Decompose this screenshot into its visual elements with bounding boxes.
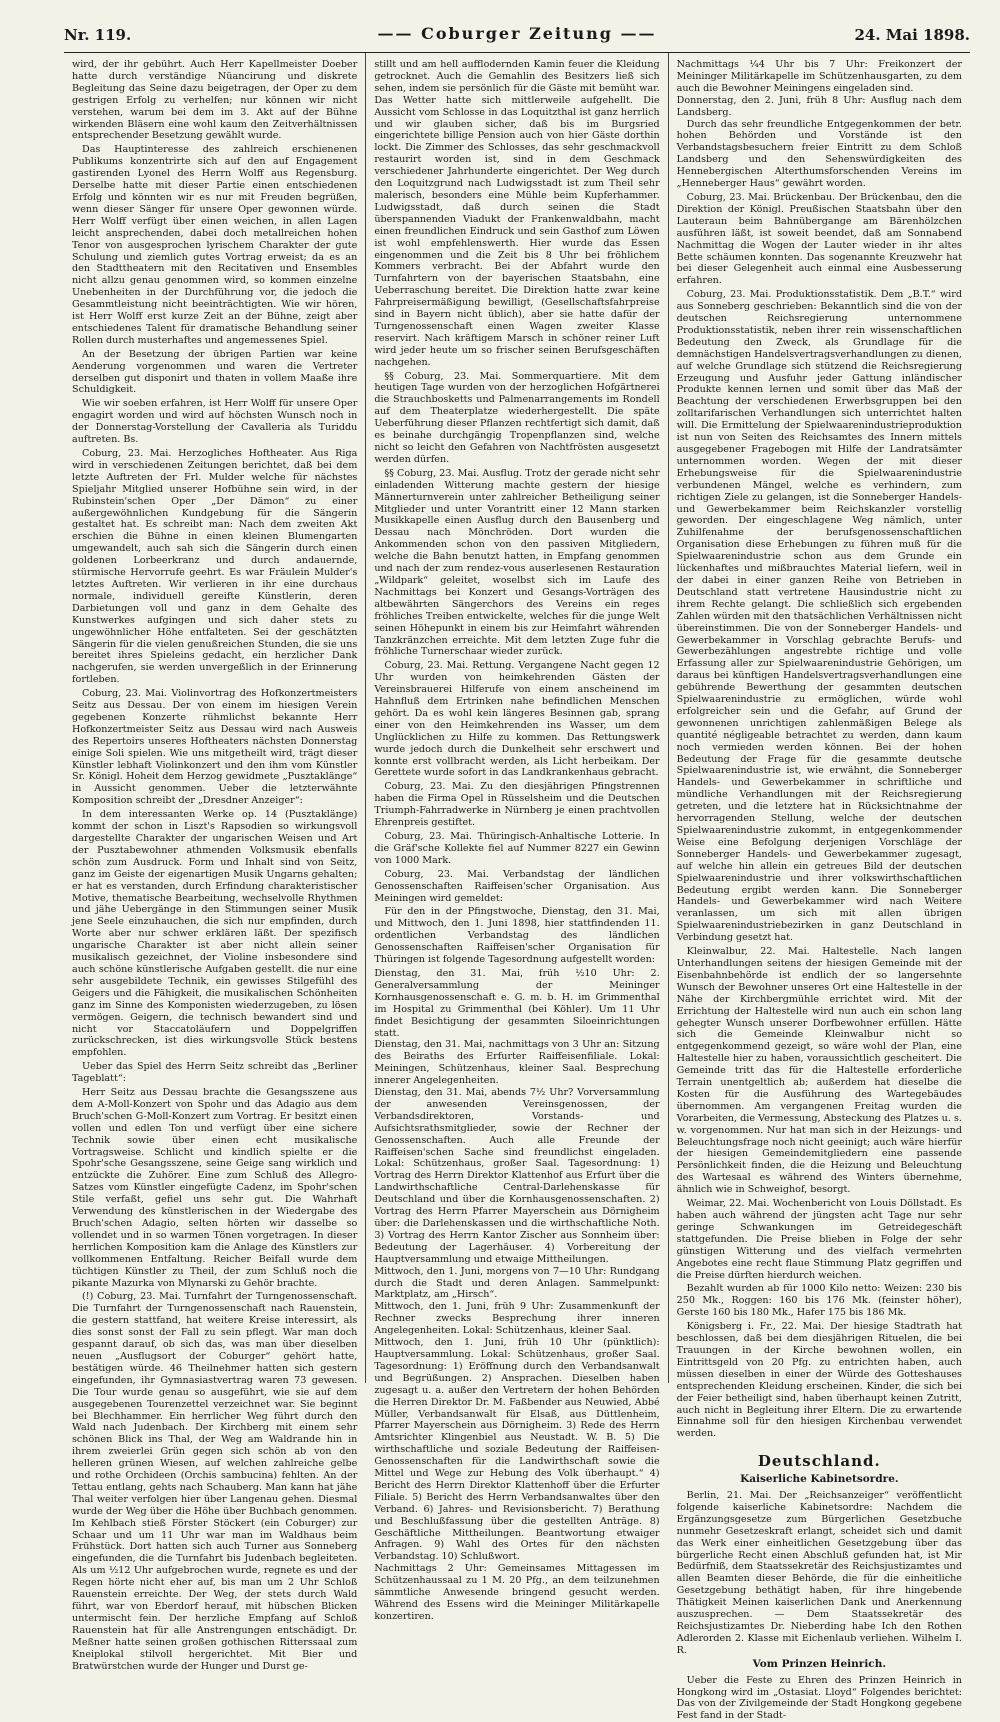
article-paragraph: Coburg, 23. Mai. Thüringisch-Anhaltische Lotterie. In die Gräf'sche Kollekte fiel auf Nummer 8227 ein Gewinn von 1000 Mark. xyxy=(374,831,660,866)
article-paragraph: In dem interessanten Werke op. 14 (Pusztaklänge) kommt der schon in Liszt's Rapsodien so wirkungsvoll dargestellte Charakter der ungarischen Weisen und Art der Pusztabewohner athmenden Volksmusik ebenfalls schön zum Ausdruck. Form und Inhalt sind von Seitz, ganz im Geiste der eigenartigen Musik Ungarns gehalten; er hat es verstanden, durch Erfindung charakteristischer Motive, thematische Bearbeitung, wechselvolle Rhythmen und jähe Uebergänge in den Stimmungen seiner Musik jene Seele einzuhauchen, die sich nur empfinden, durch Worte aber nur schwer erklären läßt. Der spezifisch ungarische Charakter ist aber nicht allein seiner musikalisch gezeichnet, der Violine insbesondere sind auch schöne künstlerische Aufgaben gestellt. die nur eine sehr ausgebildete Technik, ein gewisses Stilgefühl des Geigers und die Fähigkeit, die musikalischen Schönheiten ganz im Sinne des Komponisten wiederzugeben, zu lösen vermögen. Geigern, die technisch bewandert sind und nicht vor Staccatoläufern und Doppelgriffen zurückschrecken, ist dies wirkungsvolle Stück bestens empfohlen. xyxy=(72,809,358,1059)
article-paragraph: Coburg, 23. Mai. Violinvortrag des Hofkonzertmeisters Seitz aus Dessau. Der von einem im hiesigen Verein gegebenen Konzerte rühmlichst bekannte Herr Hofkonzertmeister Seitz aus Dessau wird nach Ausweis des Repertoirs unseres Hoftheaters nächsten Donnerstag einige Soli spielen. Wie uns mitgetheilt wird, trägt dieser Künstler lebhaft Violinkonzert und den ihm vom Künstler Sr. Königl. Hoheit dem Herzog gewidmete „Pusztaklänge“ in Aussicht genommen. Ueber die letzterwähnte Komposition schreibt der „Dresdner Anzeiger“: xyxy=(72,688,358,807)
article-paragraph: Coburg, 23. Mai. Zu den diesjährigen Pfingstrennen haben die Firma Opel in Rüsselsheim und die Deutschen Triumph-Fahrradwerke in Nürnberg je einen prachtvollen Ehrenpreis gestiftet. xyxy=(374,781,660,829)
article-paragraph: Dienstag, den 31. Mai, früh ½10 Uhr: 2. Generalversammlung der Meininger Kornhausgenossenschaft e. G. m. b. H. im Grimmenthal im Hospital zu Grimmenthal (bei Köhler). Um 11 Uhr findet Besichtigung der gesammten Siloeinrichtungen statt. xyxy=(374,967,660,1039)
article-columns xyxy=(64,53,970,1722)
article-paragraph: Mittwoch, den 1. Juni, früh 9 Uhr: Zusammenkunft der Rechner zwecks Besprechung ihrer inneren Angelegenheiten. Lokal: Schützenhaus, kleiner Saal. xyxy=(374,1301,660,1337)
article-paragraph: Coburg, 23. Mai. Rettung. Vergangene Nacht gegen 12 Uhr wurden von heimkehrenden Gästen der Vereinsbrauerei Hilferufe von einem anscheinend im Hahnfluß dem Ertrinken nahe befindlichen Menschen gehört. Da es wohl kein längeres Besinnen gab, sprang einer von den Heimkehrenden ins Wasser, um dem Unglücklichen zu Hilfe zu kommen. Das Rettungswerk wurde jedoch durch die Dunkelheit sehr erschwert und konnte erst vollbracht werden, als Licht herbeikam. Der Gerettete wurde sofort in das Landkrankenhaus gebracht. xyxy=(374,660,660,779)
article-paragraph: Dienstag, den 31. Mai, abends 7½ Uhr? Vorversammlung der anwesenden Vereinsgenossen, der Verbandsdirektoren, Vorstands- und Aufsichtsrathsmitglieder, sowie der Rechner der Genossenschaften. Auch alle Freunde der Raiffeisen'schen Sache sind freundlichst eingeladen. Lokal: Schützenhaus, großer Saal. Tagesordnung: 1) Vortrag des Herrn Direktor Klattenhof aus Erfurt über die Landwirthschaftliche Central-Darlehenskasse für Deutschland und über die Kornhausgenossenschaften. 2) Vortrag des Herrn Pfarrer Mayerschein aus Dörnigheim über: die Darlehenskassen und die wirthschaftliche Noth. 3) Vortrag des Herrn Kantor Zischer aus Sonnheim über: Bedeutung der Lagerhäuser. 4) Vorbereitung der Hauptversammlung und etwaige Mittheilungen. xyxy=(374,1087,660,1265)
article-paragraph: Für den in der Pfingstwoche, Dienstag, den 31. Mai, und Mittwoch, den 1. Juni 1898, hier stattfindenden 11. ordentlichen Verbandstag des ländlichen Genossenschaften Raiffeisen'scher Organisation für Thüringen ist folgende Tagesordnung aufgestellt worden: xyxy=(374,906,660,966)
page-header xyxy=(64,18,970,53)
article-paragraph: Kleinwalbur, 22. Mai. Haltestelle. Nach langen Unterhandlungen seitens der hiesigen Gemeinde mit der Eisenbahnbehörde ist endlich der so langersehnte Wunsch der Bewohner unseres Ort eine Haltestelle in der Nähe der Kirchbergmühle errichtet wird. Mit der Errichtung der Haltestelle wird nun auch ein schon lang gehegter Wunsch unserer Dorfbewohner erfüllen. Hätte sich die Gemeinde Kleinwalbur nicht so entgegenkommend gezeigt, so wäre wohl der Plan, eine Haltestelle hier zu haben, voraussichtlich gescheitert. Die Gemeinde tritt das für die Haltestelle erforderliche Terrain unentgeltlich ab; außerdem hat dieselbe die Kosten für die Ausführung des Wartegebäudes übernommen. Am vergangenen Freitag wurden die Vorarbeiten, die Vermessung, Absteckung des Platzes u. s. w. vorgenommen. Nur hat man sich in der Heizungs- und Beleuchtungsfrage noch nicht geeinigt; auch wäre hierfür der hiesigen Gemeindemitgliedern eine passende Persönlichkeit finden, die die Heizung und Beleuchtung des Wartesaal es während des Winters übernehme, ähnlich wie in Schweighof, besorgt. xyxy=(676,946,962,1196)
article-paragraph: Bezahlt wurden ab für 1000 Kilo netto: Weizen: 230 bis 250 Mk., Roggen: 160 bis 176 Mk. (feinster höher), Gerste 160 bis 180 Mk., Hafer 175 bis 186 Mk. xyxy=(676,1283,962,1319)
article-paragraph: Berlin, 21. Mai. Der „Reichsanzeiger“ veröffentlicht folgende kaiserliche Kabinetsordre: Nachdem die Ergänzungsgesetze zum Bürgerlichen Gesetzbuche nunmehr Gesetzeskraft erlangt, scheidet sich und damit das Werk einer einheitlichen Gesetzgebung über das bürgerliche Recht einen Abschluß gefunden hat, ist Mir Bedürfniß, dem Staatssekretär des Reichsjustizamtes und allen Beamten dieser Behörde, die für die einheitliche Gesetzgebung bethätigt haben, für ihre hingebende Thätigkeit Meinen kaiserlichen Dank und Anerkennung auszusprechen. — Dem Staatssekretär des Reichsjustizamtes Dr. Nieberding habe Ich den Rothen Adlerorden 2. Klasse mit Eichenlaub verliehen. Wilhelm I. R. xyxy=(676,1490,962,1656)
subsection-title-prinz-heinrich: Vom Prinzen Heinrich. xyxy=(752,1657,886,1670)
article-paragraph: Das Hauptinteresse des zahlreich erschienenen Publikums konzentrirte sich auf den auf Engagement gastirenden Lyonel des Herrn Wolff aus Regensburg. Derselbe hatte mit dieser Partie einen entschiedenen Erfolg und könnten wir es nur mit Freuden begrüßen, wenn dieser Sänger für unsere Oper gewonnen würde. Herr Wolff verfügt über einen weichen, in allen Lagen leicht ansprechenden, dabei doch metallreichen hohen Tenor von ausgesprochen lyrischem Charakter der gute Schulung und ziemlich gutes Vortrag erweist; da es an den Stadttheatern mit den Recitativen und Ensembles nicht allzu genau genommen wird, so kommen einzelne Unebenheiten in der Durchführung vor, die jedoch die Gesammtleistung nicht beeinträchtigten. Wie wir hören, ist Herr Wolff erst kurze Zeit an der Bühne, zeigt aber entschiedenes Talent für dramatische Behandlung seiner Rollen durch musterhaftes und angemessenes Spiel. xyxy=(72,144,358,346)
article-paragraph: §§ Coburg, 23. Mai. Sommerquartiere. Mit dem heutigen Tage wurden von der herzoglichen Hofgärtnerei die Strauchbosketts und Palmenarrangements im Rondell auf dem Theaterplatze wiederhergestellt. Die späte Ueberführung dieser Pflanzen rechtfertigt sich damit, daß es beinahe durchgängig Tropenpflanzen sind, welche nicht so leicht den Gefahren von Nachtfrösten ausgesetzt werden dürfen. xyxy=(374,370,660,465)
article-paragraph: Königsberg i. Fr., 22. Mai. Der hiesige Stadtrath hat beschlossen, daß bei dem diesjährigen Rituelen, die bei Trauungen in der Kirche bewohnen wollen, ein Eintrittsgeld von 20 Pfg. zu entrichten haben, auch müssen dieselben in einer der Würde des Gotteshauses entsprechenden Kleidung erscheinen. Kinder, die sich bei der Feier betheiligt sind, haben überhaupt keinen Zutritt, auch nicht in Begleitung ihrer Eltern. Die zu erwartende Einnahme soll für den hiesigen Kirchenbau verwendet werden. xyxy=(676,1321,962,1440)
article-paragraph: Coburg, 23. Mai. Herzogliches Hoftheater. Aus Riga wird in verschiedenen Zeitungen berichtet, daß bei dem letzte Auftreten der Frl. Mulder welche für nächstes Spieljahr Mitglied unserer Hofbühne sein wird, in der Rubinstein'schen Oper „Der Dämon“ zu einer außergewöhnlichen Kundgebung für die Sängerin gestaltet hat. Es schreibt man: Nach dem zweiten Akt erschien die Bühne in einen kleinen Blumengarten umgewandelt, auch sah sich die Sängerin durch einen goldenen Lorbeerkranz und durch andauernde, stürmische Hervorrufe geehrt. Es war Fräulein Mulder's letztes Auftreten. Wir verlieren in ihr eine durchaus normale, individuell gereifte Künstlerin, deren Darbietungen voll und ganz in dem Gehalte des Kunstwerkes aufgingen und sich daher stets zu ungewöhnlicher Höhe entfalteten. Sei der geschätzten Sängerin für die vielen genußreichen Stunden, die sie uns bereitet ihres Spieleins gedacht, ein herzlicher Dank nachgerufen, sie werden unvergeßlich in der Erinnerung fortleben. xyxy=(72,448,358,686)
column-3-body xyxy=(677,59,962,1440)
article-paragraph: Weimar, 22. Mai. Wochenbericht von Louis Döllstadt. Es haben auch während der jüngsten acht Tage nur sehr geringe Schwankungen im Getreidegeschäft stattgefunden. Die Preise blieben in Folge der sehr günstigen Witterung und des vielfach vermehrten Angebotes eine recht flaue Stimmung Platz gegriffen und die Preise dürften hierdurch weichen. xyxy=(676,1198,962,1281)
article-paragraph: §§ Coburg, 23. Mai. Ausflug. Trotz der gerade nicht sehr einladenden Witterung machte gestern der hiesige Männerturnverein unter zahlreicher Betheiligung seiner Mitglieder und unter Vorantritt einer 12 Mann starken Musikkapelle einen Ausflug durch den Bausenberg und Dessau nach Mönchröden. Dort wurden die Ankommenden schon von den passiven Mitgliedern, welche die Bahn benutzt hatten, in Empfang genommen und nach der zum rendez-vous auserlesenen Restauration „Wildpark“ geleitet, woselbst sich im Laufe des Nachmittags bei Konzert und Gesangs-Vorträgen des altbewährten Sängerchors des Vereins ein reges fröhliches Treiben entwickelte, welches für die junge Welt seinen Höhepunkt in einem bis zur Heimfahrt währenden Tanzkränzchen erreichte. Mit dem letzten Zuge fuhr die fröhliche Turnerschaar wieder zurück. xyxy=(374,467,660,658)
article-paragraph: Durch das sehr freundliche Entgegenkommen der betr. hohen Behörden und Vorstände ist den Verbandstagsbesuchern freier Eintritt zu dem Schloß Landsberg und den Sehenswürdigkeiten des Hennebergischen Alterthumsforschenden Vereins im „Henneberger Haus“ gewährt worden. xyxy=(676,118,962,190)
article-paragraph: Wie wir soeben erfahren, ist Herr Wolff für unsere Oper engagirt worden und wird auf höchsten Wunsch noch in der Donnerstag-Vorstellung der Cavalleria als Turiddu auftreten. Bs. xyxy=(72,398,358,446)
article-paragraph: Nachmittags ¼4 Uhr bis 7 Uhr: Freikonzert der Meininger Militärkapelle im Schützenhausgarten, zu dem auch die Bewohner Meiningens eingeladen sind. xyxy=(676,59,962,94)
column-1 xyxy=(64,53,366,1672)
subsection-title-kabinetsordre: Kaiserliche Kabinetsordre. xyxy=(740,1473,899,1486)
newspaper-title: —— Coburger Zeitung —— xyxy=(377,24,657,43)
issue-date: 24. Mai 1898. xyxy=(854,26,970,44)
article-paragraph: Mittwoch, den 1. Juni, morgens von 7—10 Uhr: Rundgang durch die Stadt und deren Anlagen. Sammelpunkt: Marktplatz, am „Hirsch“. xyxy=(374,1265,660,1301)
article-paragraph: Nachmittags 2 Uhr: Gemeinsames Mittagessen im Schützenhaussaal zu 1 M. 20 Pfg., an dem teilzunehmen sämmtliche Anwesende bringend gesucht werden. Während des Essens wird die Meininger Militärkapelle konzertiren. xyxy=(374,1563,660,1622)
article-paragraph: Ueber das Spiel des Herrn Seitz schreibt das „Berliner Tageblatt“: xyxy=(72,1061,358,1085)
article-paragraph: Coburg, 23. Mai. Verbandstag der ländlichen Genossenschaften Raiffeisen'scher Organisation. Aus Meiningen wird gemeldet: xyxy=(374,868,660,904)
section-title-deutschland: Deutschland. xyxy=(757,1452,881,1471)
article-paragraph: Dienstag, den 31. Mai, nachmittags von 3 Uhr an: Sitzung des Beiraths des Erfurter Raiffeisenfiliale. Lokal: Meiningen, Schützenhaus, kleiner Saal. Besprechung innerer Angelegenheiten. xyxy=(374,1039,660,1087)
article-paragraph: An der Besetzung der übrigen Partien war keine Aenderung vorgenommen und waren die Vertreter derselben gut disponirt und thaten in vollem Maaße ihre Schuldigkeit. xyxy=(72,348,358,396)
column-2 xyxy=(366,53,668,1622)
article-paragraph: Mittwoch, den 1. Juni, früh 10 Uhr (pünktlich): Hauptversammlung. Lokal: Schützenhaus, großer Saal. Tagesordnung: 1) Eröffnung durch den Verbandsanwalt und Begrüßungen. 2) Ansprachen. Dieselben haben zugesagt u. a. außer den Vertretern der hohen Behörden die Herren Direktor Dr. M. Faßbender aus Neuwied, Abbé Müller, Verbandsanwalt für Elsaß, aus Düttlenheim, Pfarrer Mayerschein aus Dörnigheim. 3) Rede des Herrn Amtsrichter Klingenbiel aus Neustadt. W. B. 5) Die wirthschaftliche und soziale Bedeutung der Raiffeisen-Genossenschaften für die Landwirthschaft sowie die Mittel und Wege zur Hebung des Volk überhaupt.“ 4) Bericht des Herrn Direktor Klattenhoff über die Erfurter Filiale. 5) Bericht des Herrn Verbandsanwaltes über den Verband. 6) Jahres- und Revisionsbericht. 7) Berathung und Beschlußfassung über die gestellten Anträge. 8) Geschäftliche Mittheilungen. Beantwortung etwaiger Anfragen. 9) Wahl des Ortes für den nächsten Verbandstag. 10) Schlußwort. xyxy=(374,1337,660,1563)
issue-number: Nr. 119. xyxy=(64,26,132,44)
article-paragraph: Ueber die Feste zu Ehren des Prinzen Heinrich in Hongkong wird im „Ostasiat. Lloyd“ Folgendes berichtet: Das von der Zivilgemeinde der Stadt Hongkong gegebene Fest fand in der Stadt- xyxy=(676,1674,962,1722)
article-paragraph: (!) Coburg, 23. Mai. Turnfahrt der Turngenossenschaft. Die Turnfahrt der Turngenossenschaft nach Rauenstein, die gestern stattfand, hat weitere Kreise interessirt, als dies sonst sonst der Fall zu sein pflegt. War man doch gespannt darauf, ob sich das, was man über dieselben neuen „Ausflugsort der Coburger“ gehört hatte, bestätigen würde. 46 Theilnehmer hatten sich gestern eingefunden, ihr Gymnasiastvertrag waren 73 gewesen. Die Tour wurde genau so ausgeführt, wie sie auf dem ausgegebenen Tourenzettel verzeichnet war. Sie beginnt bei Blechhammer. Ein herrlicher Weg führt durch den Wald nach Judenbach. Der Kirchberg mit einem sehr schönen Blick ins Thal, der Weg am Waldrande hin in ihrem zweierlei Grün gegen sich schön ab von den helleren grünen Wiesen, auf welchen zahlreiche gelbe und rothe Orchideen (Orchis sambucina) fehlten. An der Tettau entlang, gehts nach Schauberg. Man kann hat jähe Thal weiter verfolgen hier über Langenau gehen. Diesmal wurde der Weg über die Höhe über Buchbach genommen. Im Kehlbach stieß Förster Stöckert (ein Coburger) zur Schaar und um 11 Uhr war man im Waldhaus beim Frühstück. Dort hatten sich auch Turner aus Sonneberg eingefunden, die die Turnfahrt bis Judenbach begleiteten. Als um ½12 Uhr aufgebrochen wurde, regnete es und der Regen hörte nicht eher auf, bis man um 2 Uhr Schloß Rauenstein erreichte. Der Weg, der stets durch Wald führt, war von Eberdorf herauf, mit hübschen Blicken untermischt fein. Der herzliche Empfang auf Schloß Rauenstein hat für alle Anstrengungen entschädigt. Dr. Meßner hatte seinen großen gothischen Ritterssaal zum Kneiplokal stilvoll hergerichtet. Mit Bier und Bratwürstchen wurde der Hunger und Durst ge- xyxy=(72,1291,358,1672)
article-paragraph: Coburg, 23. Mai. Brückenbau. Der Brückenbau, den die Direktion der Königl. Preußischen Staatsbahn über den Lauteraun beim Bahnübergange am Bärenhölzchen ausführen läßt, ist soweit beendet, daß am Sonnabend Nachmittag die Wogen der Lauter wieder in ihr altes Bette schäumen konnten. Das sogenannte Kreuzwehr hat bei dieser Gelegenheit auch einmal eine Ausbesserung erfahren. xyxy=(676,191,962,287)
article-paragraph: Donnerstag, den 2. Juni, früh 8 Uhr: Ausflug nach dem Landsberg. xyxy=(676,94,962,118)
article-paragraph: Coburg, 23. Mai. Produktionsstatistik. Dem „B.T.“ wird aus Sonneberg geschrieben: Bekanntlich sind die von der deutschen Reichsregierung unternommene Produktionsstatistik, neben ihrer rein wissenschaftlichen Bedeutung den Zweck, als Grundlage für die demnächstigen Handelsvertragsverhandlungen zu dienen, auf welche Grundlage sich stützend die Reichsregierung Erzeugung und Ausfuhr jeder Gattung inländischer Produkte kennen lernen und somit über das Maß der Beachtung der verschiedenen Erwerbsgruppen bei den zolltarifarischen Verhandlungen sich unterrichtet halten will. Die Ermittelung der Spielwaarenindustrieproduktion ist nun von Seiten des Reichsamtes des Innern mittels ausgegebener Fragebogen mit Hilfe der Landratsämter unternommen worden. Wegen der mit dieser Erhebungsweise für die Spielwaarenindustrie verbundenen Mängel, welche es verhindern, zum richtigen Ziele zu gelangen, ist die Sonneberger Handels- und Gewerbekammer beim Reichskanzler vorstellig geworden. Der eingeschlagene Weg nämlich, unter Zuhilfenahme der berufsgenossenschaftlichen Organisation diese Erhebungen zu führen muß für die Spielwaarenindustrie schon aus dem Grunde ein lückenhaftes und mißbrauchtes Material liefern, weil in der dabei in einer ganzen Reihe von Betrieben in Deutschland statt vertretene Hausindustrie nicht zu ihrem Rechte gelangt. Die schließlich sich ergebenden Zahlen würden mit den thatsächlichen Verhältnissen nicht übereinstimmen. Die von der Sonneberger Handels- und Gewerbekammer in Vorschlag gebrachte Berufs- und Gewerbezählungen angestrebte richtige und volle Erfassung aller zur Spielwaarenindustrie Gehörigen, um daraus bei künftigen Handelsvertragsverhandlungen eine gebührende Bewerthung der gesammten deutschen Spielwaarenindustrie zu ermöglichen, würde wohl erfolgreicher sein und die Gefahr, auf Grund der gewonnenen unrichtigen zahlenmäßigen Belege als quantité négligeable betrachtet zu werden, dann kaum noch vermieden werden können. Bei der hohen Bedeutung der Frage für die gesammte deutsche Spielwaarenindustrie ist, wie erwähnt, die Sonneberger Handels- und Gewerbekammer in schriftliche und mündliche Verhandlungen mit der Reichsregierung getreten, und die letztere hat in Rücksichtnahme der hervorragenden Stellung, welche der deutschen Spielwaarenindustrie zukommt, in entgegenkommender Weise eine Befolgung derjenigen Vorschläge der Sonneberger Handels- und Gewerbekammer zugesagt, auf welche hin allein ein getreues Bild der deutschen Spielwaarenindustrie und ihrer volkswirthschaftlichen Bedeutung ergibt werden kann. Die Sonneberger Handels- und Gewerbekammer wird nach Weitere veranlassen, um sich mit allen übrigen Spielwaarenindustriebezirken in ganz Deutschland in Verbindung gesetzt hat. xyxy=(676,289,962,944)
article-paragraph: Herr Seitz aus Dessau brachte die Gesangsszene aus dem A-Moll-Konzert von Spohr und das Adagio aus dem Bruch'schen G-Moll-Konzert zum Vortrag. Er besitzt einen vollen und edlen Ton und verfügt über eine sichere Technik sowie über einen echt musikalische Vortragsweise. Schlicht und kindlich spielte er die Spohr'sche Gesangsszene, seine Geige sang wirklich und entzückte die Zuhörer. Eine zum Schluß des Allegro-Satzes vom Künstler eingefügte Cadenz, im Spohr'schen Stile verfaßt, gefiel uns sehr gut. Die Wahrhaft Verwendung des künstlerischen in der Wiedergabe des Bruch'schen Adagio, selten hörten wir dasselbe so vollendet und in so warmen Tönen vorgetragen. In dieser herrlichen Komposition kam die Anlage des Künstlers zur vollkommenen Entfaltung. Reicher Beifall wurde dem tüchtigen Künstler zu Theil, der zum Schluß noch die pikante Mazurka von Mlynarski zu Gehör brachte. xyxy=(72,1087,358,1289)
article-paragraph: wird, der ihr gebührt. Auch Herr Kapellmeister Doeber hatte durch verständige Nüancirung und diskrete Begleitung das Seine dazu beigetragen, der Oper zu dem gestrigen Erfolg zu verhelfen; nur können wir nicht verstehen, warum bei dem im 3. Akt auf der Bühne wirkenden Bläsern eine wohl kaum den Zeitverhältnissen entsprechender Besetzung gewählt wurde. xyxy=(72,59,358,142)
column-3 xyxy=(669,53,970,1722)
article-paragraph: stillt und am hell aufflodernden Kamin feuer die Kleidung getrocknet. Auch die Gemahlin des Besitzers ließ sich sehen, indem sie persönlich für die Gäste mit bemüht war. Das Wetter hatte sich mittlerweile aufgehellt. Die Aussicht vom Schlosse in das Loquitzthal ist ganz herrlich und wir glauben sicher, daß bis im Burgsried eingerichtete billige Pension auch von hier Gäste dorthin lockt. Die Zimmer des Schlosses, das sehr geschmackvoll restaurirt worden ist, sind in dem Geschmack verschiedener Jahrhunderte eingerichtet. Der Weg durch den Loquitzgrund nach Ludwigsstadt ist zum Theil sehr malerisch, besonders eine Mühle beim Kupferhammer. Ludwigsstadt, daß durch seinen die Stadt überspannenden Viadukt der Frankenwaldbahn, macht einen freundlichen Eindruck und sein Gasthof zum Löwen ist wohl empfehlenswerth. Hier wurde das Essen eingenommen und die Zeit bis 8 Uhr bei fröhlichem Kommers verbracht. Bei der Abfahrt wurde den Turnfahrtern von der bayerischen Staatsbahn, eine Ueberraschung bereitet. Die Direktion hatte zwar keine Fahrpreisermäßigung bewilligt, (Gesellschaftsfahrpreise sind in Bayern nicht üblich), aber sie hatte dafür der Turngenossenschaft einen Wagen zweiter Klasse reservirt. Nach kräftigem Marsch in schöner reiner Luft wird jeder heute um so frischer seinen Berufsgeschäften nachgehen. xyxy=(374,59,660,368)
